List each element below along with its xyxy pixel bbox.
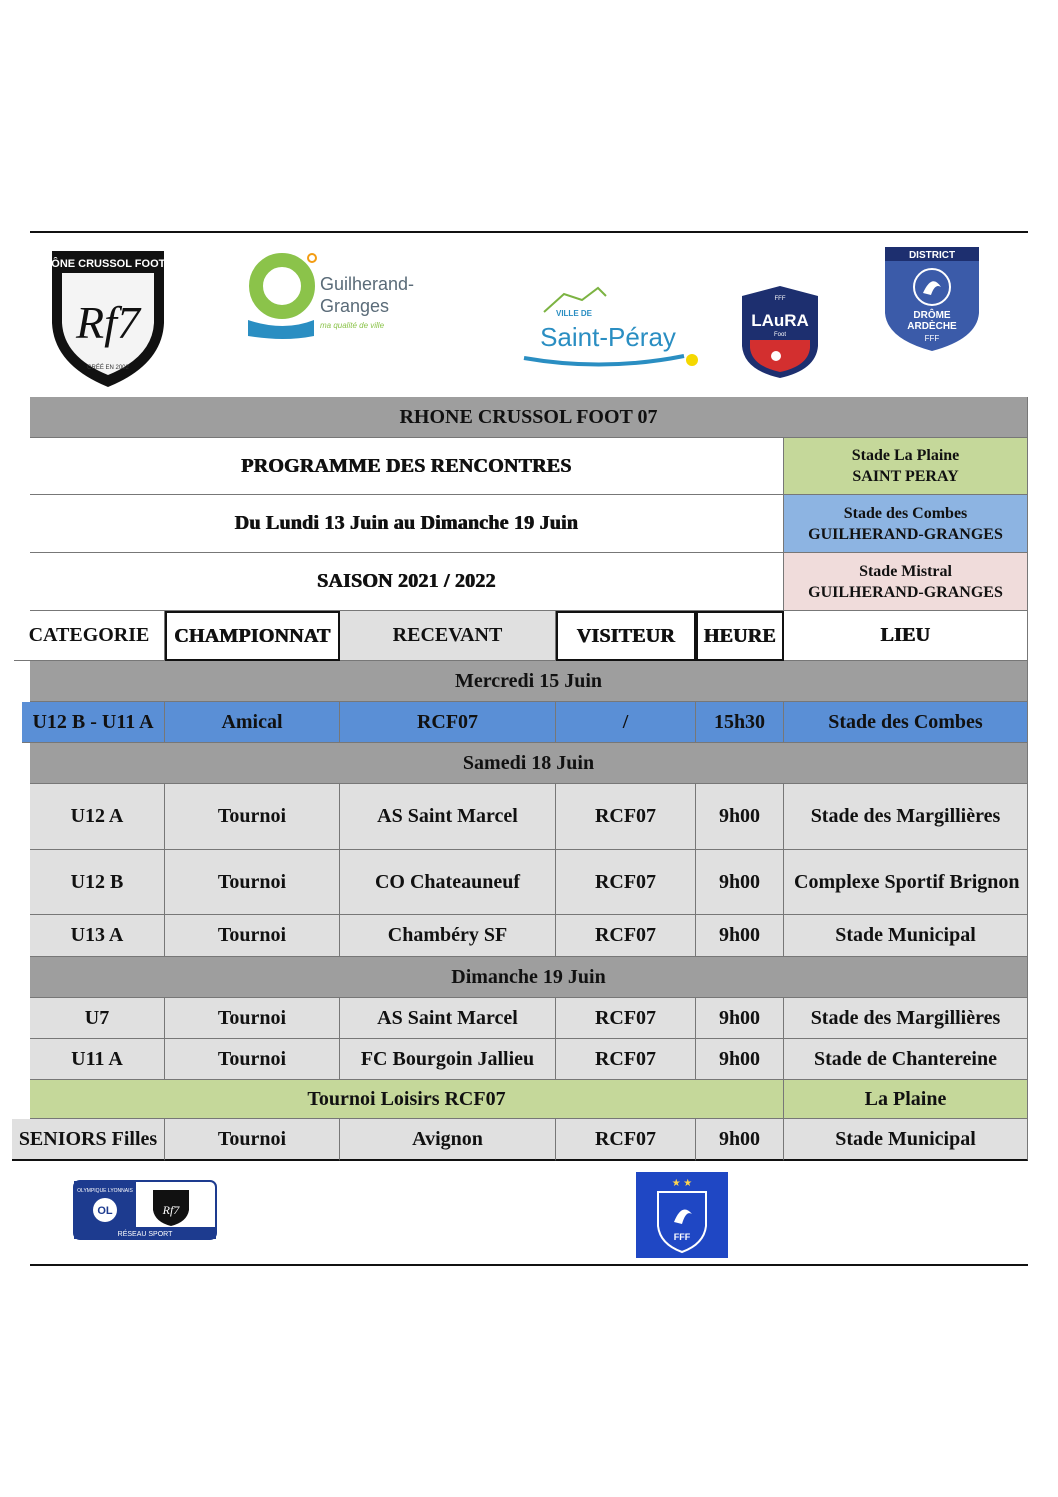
day-label: Samedi 18 Juin	[30, 743, 1028, 784]
match-home: AS Saint Marcel	[340, 998, 556, 1039]
match-category: U13 A	[30, 915, 165, 957]
match-away: RCF07	[556, 850, 696, 915]
district-drome-ardeche-logo	[883, 243, 981, 353]
legend-mistral-line1: Stade Mistral	[859, 562, 952, 580]
match-home: FC Bourgoin Jallieu	[340, 1039, 556, 1080]
col-championnat: CHAMPIONNAT	[165, 611, 340, 661]
guilherand-granges-logo	[244, 250, 434, 342]
legend-stade-des-combes	[784, 495, 1028, 553]
laura-sub-text: Foot	[773, 332, 787, 338]
district-bottom-text: FFF	[924, 334, 940, 343]
season-row	[30, 553, 1028, 611]
match-away: RCF07	[556, 915, 696, 957]
loisirs-row	[30, 1080, 1028, 1119]
match-time: 9h00	[696, 998, 784, 1039]
match-venue: Stade Municipal	[784, 915, 1028, 957]
ol-mark-text: OL	[97, 1205, 113, 1217]
top-rule	[30, 231, 1028, 233]
club-title: RHONE CRUSSOL FOOT 07	[30, 397, 1028, 438]
rcf07-sub-text: CRÉÉ EN 2002	[87, 365, 129, 371]
match-home: Avignon	[340, 1119, 556, 1161]
schedule-sheet	[18, 397, 1028, 1161]
period-text: Du Lundi 13 Juin au Dimanche 19 Juin	[30, 495, 784, 553]
legend-combes-line1: Stade des Combes	[843, 504, 968, 522]
day-header-mercredi	[30, 661, 1028, 702]
legend-stade-la-plaine	[784, 438, 1028, 495]
match-competition: Tournoi	[165, 998, 340, 1039]
match-venue: Stade des Margillières	[784, 784, 1028, 850]
day-label: Dimanche 19 Juin	[30, 957, 1028, 998]
title-row	[30, 397, 1028, 438]
match-home: RCF07	[340, 702, 556, 743]
match-time: 9h00	[696, 850, 784, 915]
match-venue: Complexe Sportif Brignon	[784, 850, 1028, 915]
match-home: Chambéry SF	[340, 915, 556, 957]
col-heure: HEURE	[696, 611, 784, 661]
loisirs-venue: La Plaine	[784, 1080, 1028, 1119]
bottom-rule	[30, 1264, 1028, 1266]
match-competition: Tournoi	[165, 784, 340, 850]
legend-plaine-line2: SAINT PERAY	[852, 468, 959, 485]
district-line1-text: DRÔME	[913, 310, 951, 321]
match-row	[30, 915, 1028, 957]
ol-top-text: OLYMPIQUE LYONNAIS	[77, 1188, 133, 1194]
legend-combes-line2: GUILHERAND-GRANGES	[808, 525, 1003, 543]
programme-title: PROGRAMME DES RENCONTRES	[30, 438, 784, 495]
laura-foot-logo	[736, 284, 824, 380]
loisirs-label: Tournoi Loisirs RCF07	[30, 1080, 784, 1119]
district-line2-text: ARDÈCHE	[907, 321, 957, 332]
match-competition: Tournoi	[165, 850, 340, 915]
match-category: SENIORS Filles	[12, 1119, 165, 1161]
saint-peray-name-text: Saint-Péray	[540, 322, 676, 352]
match-competition: Amical	[165, 702, 340, 743]
match-time: 9h00	[696, 784, 784, 850]
rcf07-mark-text: Rf7	[76, 297, 140, 348]
match-row	[30, 998, 1028, 1039]
match-competition: Tournoi	[165, 1039, 340, 1080]
match-time: 9h00	[696, 1039, 784, 1080]
rcf07-crest-logo	[35, 243, 181, 391]
match-time: 9h00	[696, 915, 784, 957]
season-text: SAISON 2021 / 2022	[30, 553, 784, 611]
legend-mistral-line2: GUILHERAND-GRANGES	[808, 583, 1003, 601]
match-away: RCF07	[556, 1119, 696, 1161]
guilherand-tagline-text: ma qualité de ville	[320, 321, 385, 330]
match-row	[30, 1039, 1028, 1080]
match-category: U11 A	[30, 1039, 165, 1080]
fff-stars-icon: ★ ★	[671, 1178, 693, 1189]
period-row	[30, 495, 1028, 553]
match-category: U12 B	[30, 850, 165, 915]
laura-name-text: LAuRA	[751, 311, 809, 330]
programme-row	[30, 438, 1028, 495]
col-categorie: CATEGORIE	[14, 611, 165, 661]
guilherand-line2-text: Granges	[320, 296, 390, 316]
saint-peray-top-text: VILLE DE	[555, 309, 593, 318]
match-category: U12 A	[30, 784, 165, 850]
day-label: Mercredi 15 Juin	[30, 661, 1028, 702]
ol-club-text: Rf7	[162, 1203, 180, 1217]
match-row	[30, 850, 1028, 915]
match-row-seniors	[18, 1119, 1028, 1161]
col-recevant: RECEVANT	[340, 611, 556, 661]
match-venue: Stade des Margillières	[784, 998, 1028, 1039]
match-category: U7	[30, 998, 165, 1039]
rcf07-name-text: RHÔNE CRUSSOL FOOT 07	[35, 258, 181, 270]
district-top-text: DISTRICT	[908, 250, 956, 261]
match-time: 15h30	[696, 702, 784, 743]
ol-bottom-text: RÉSEAU SPORT	[117, 1231, 173, 1238]
col-lieu: LIEU	[784, 611, 1028, 661]
match-home: AS Saint Marcel	[340, 784, 556, 850]
match-time: 9h00	[696, 1119, 784, 1161]
day-header-dimanche	[30, 957, 1028, 998]
match-category: U12 B - U11 A	[22, 702, 165, 743]
fff-text: FFF	[673, 1232, 691, 1242]
match-row	[30, 784, 1028, 850]
match-competition: Tournoi	[165, 1119, 340, 1161]
day-header-samedi	[30, 743, 1028, 784]
match-away: RCF07	[556, 1039, 696, 1080]
saint-peray-logo	[514, 282, 710, 372]
laura-top-text: FFF	[774, 296, 786, 302]
fff-logo	[636, 1172, 728, 1258]
match-venue: Stade Municipal	[784, 1119, 1028, 1161]
match-venue: Stade de Chantereine	[784, 1039, 1028, 1080]
match-venue: Stade des Combes	[784, 702, 1028, 743]
ol-reseau-sport-logo	[73, 1180, 217, 1240]
col-visiteur: VISITEUR	[556, 611, 696, 661]
match-away: /	[556, 702, 696, 743]
match-row	[30, 702, 1028, 743]
guilherand-line1-text: Guilherand-	[320, 274, 415, 294]
match-away: RCF07	[556, 998, 696, 1039]
match-competition: Tournoi	[165, 915, 340, 957]
match-away: RCF07	[556, 784, 696, 850]
legend-stade-mistral	[784, 553, 1028, 611]
column-header-row	[30, 611, 1028, 661]
legend-plaine-line1: Stade La Plaine	[851, 447, 960, 464]
match-home: CO Chateauneuf	[340, 850, 556, 915]
